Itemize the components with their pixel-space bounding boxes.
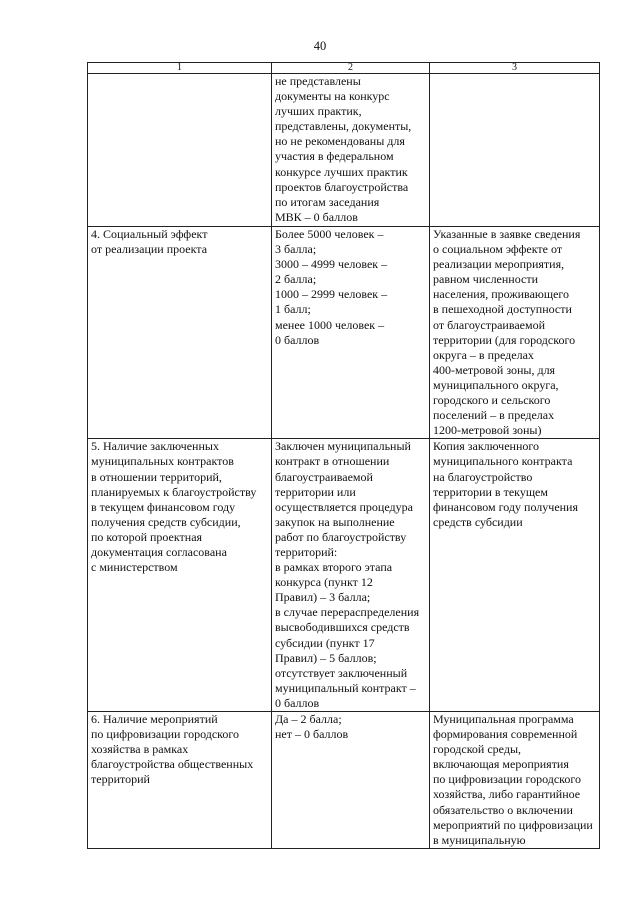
evidence-cell [430,74,600,227]
evidence-text: Копия заключенного муниципального контракта на благоустройство территории в текущем финансовом году получения средств субсидии [433,439,579,529]
scoring-text: Более 5000 человек – 3 балла; 3000 – 4999 человек – 2 балла; 1000 – 2999 человек – 1 балл; менее 1000 человек – 0 баллов [275,227,388,347]
criterion-cell [88,439,272,712]
column-header-2: 2 [272,63,430,74]
page-number: 40 [313,39,327,53]
evidence-text: Муниципальная программа формирования современной городской среды, включающая мероприятия по цифровизации городского хозяйства, либо гарантийное обязательство о включении мероприятий по цифровизации в муниципальную [433,712,593,847]
evidence-cell [430,712,600,849]
criterion-text: 6. Наличие мероприятий по цифровизации городского хозяйства в рамках благоустройства общественных территорий [91,712,254,787]
column-header-3: 3 [430,63,600,74]
scoring-cell [272,227,430,439]
scoring-text: Да – 2 балла; нет – 0 баллов [275,712,349,742]
criteria-table [87,62,600,849]
criterion-cell [88,227,272,439]
evidence-text: Указанные в заявке сведения о социальном эффекте от реализации мероприятия, равном численности населения, проживающего в пешеходной доступности от благоустраиваемой территории (для городского округа – в пределах 400-метровой зоны, для муниципального округа, городского и сельского поселений – в пределах 1200-метровой зоны) [433,227,581,438]
scoring-cell [272,439,430,712]
scoring-text: не представлены документы на конкурс лучших практик, представлены, документы, но не рекомендованы для участия в федеральном конкурсе лучших практик проектов благоустройства по итогам заседания МВК – 0 баллов [275,74,412,224]
criterion-cell [88,712,272,849]
evidence-cell [430,439,600,712]
scoring-cell [272,74,430,227]
table-row [88,227,600,439]
evidence-cell [430,227,600,439]
table-row [88,439,600,712]
criterion-cell [88,74,272,227]
scoring-text: Заключен муниципальный контракт в отношении благоустраиваемой территории или осуществляется процедура закупок на выполнение работ по благоустройству территорий: в рамках второго этапа конкурса (пункт 12 Правил) – 3 балла; в случае перераспределения высвободившихся средств субсидии (пункт 17 Правил) – 5 баллов; отсутствует заключенный муниципальный контракт – 0 баллов [275,439,420,710]
table-row [88,712,600,849]
column-header-1: 1 [88,63,272,74]
scoring-cell [272,712,430,849]
criterion-text: 5. Наличие заключенных муниципальных контрактов в отношении территорий, планируемых к благоустройству в текущем финансовом году получения средств субсидии, по которой проектная документация согласована с министерством [91,439,257,575]
criterion-text: 4. Социальный эффект от реализации проекта [91,227,208,257]
table-header-row [88,63,600,74]
table-row [88,74,600,227]
